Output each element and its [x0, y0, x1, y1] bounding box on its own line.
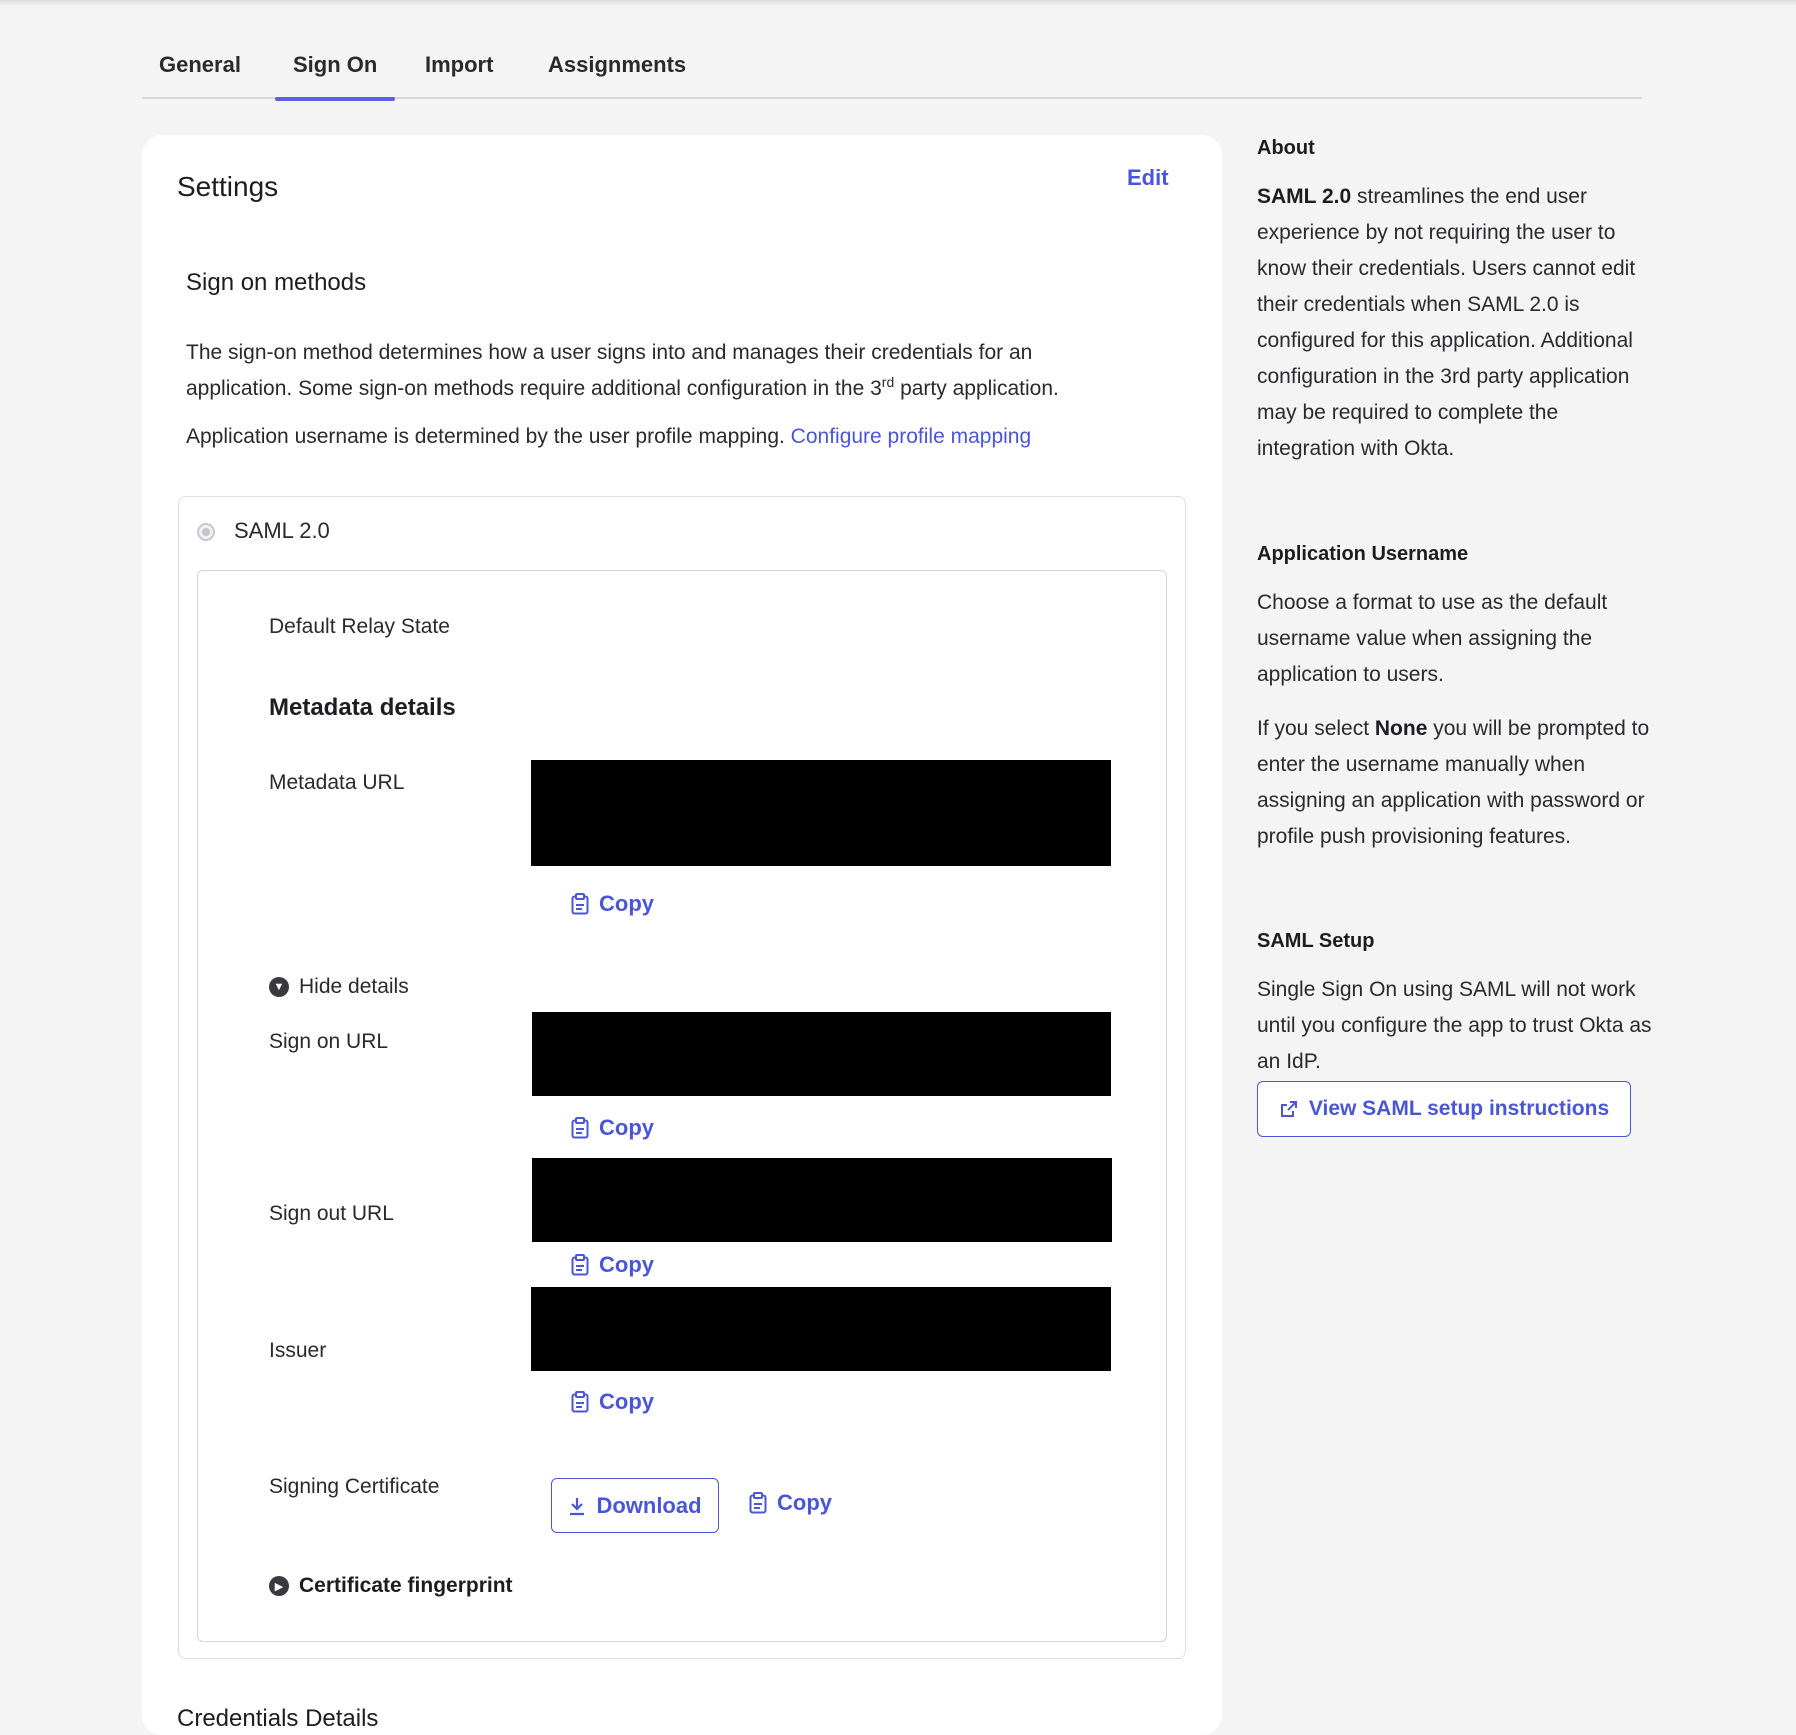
- settings-title: Settings: [177, 171, 279, 202]
- hide-details-toggle[interactable]: [269, 975, 409, 999]
- none-option-text: [1257, 711, 1652, 855]
- copy-label: Copy: [599, 1389, 654, 1414]
- signing-certificate-label: Signing Certificate: [269, 1475, 440, 1498]
- sign-on-description: [186, 335, 1166, 407]
- external-link-icon: [1279, 1099, 1299, 1119]
- sign-out-url-value-redacted: [532, 1158, 1112, 1242]
- issuer-value-redacted: [531, 1287, 1111, 1371]
- mapping-text: Application username is determined by the user profile mapping.: [186, 425, 785, 448]
- sign-on-url-value-redacted: [532, 1012, 1111, 1096]
- sign-on-url-label: Sign on URL: [269, 1030, 389, 1053]
- view-saml-setup-instructions-button[interactable]: [1257, 1081, 1631, 1137]
- metadata-url-value-redacted: [531, 760, 1111, 866]
- desc-superscript: rd: [881, 374, 895, 390]
- metadata-url-copy-button[interactable]: [571, 891, 654, 917]
- about-text: [1257, 179, 1652, 467]
- clipboard-icon: [749, 1492, 767, 1514]
- credentials-details-title: Credentials Details: [177, 1705, 379, 1732]
- clipboard-icon: [571, 1254, 589, 1276]
- certificate-fingerprint-toggle[interactable]: [269, 1574, 513, 1598]
- sign-on-url-copy-button[interactable]: [571, 1115, 654, 1141]
- copy-label: Copy: [777, 1490, 832, 1515]
- application-username-text: Choose a format to use as the default username value when assigning the application to users.: [1257, 591, 1608, 686]
- tab-general[interactable]: General: [159, 52, 241, 77]
- tab-import[interactable]: Import: [425, 52, 494, 77]
- none-post: you will be prompted to enter the username manually when assigning an application with password or profile push provisioning features.: [1257, 717, 1650, 848]
- setup-button-label: View SAML setup instructions: [1308, 1097, 1610, 1120]
- saml-setup-text: Single Sign On using SAML will not work until you configure the app to trust Okta as an IdP.: [1257, 978, 1652, 1073]
- download-icon: [568, 1496, 586, 1516]
- issuer-copy-button[interactable]: [571, 1389, 654, 1415]
- chevron-down-icon: ▼: [269, 977, 289, 997]
- copy-label: Copy: [599, 1252, 654, 1277]
- download-certificate-button[interactable]: [551, 1478, 719, 1533]
- metadata-details-title: Metadata details: [269, 694, 456, 721]
- desc-line-2: application. Some sign-on methods require additional configuration in the 3: [186, 377, 882, 400]
- tab-bar: [142, 0, 1642, 99]
- desc-line-2-end: party application.: [894, 377, 1059, 400]
- configure-profile-mapping-link[interactable]: Configure profile mapping: [790, 425, 1032, 448]
- tab-assignments[interactable]: Assignments: [548, 52, 687, 77]
- certificate-fingerprint-label: Certificate fingerprint: [299, 1574, 513, 1597]
- download-label: Download: [596, 1492, 702, 1518]
- hide-details-label: Hide details: [299, 975, 409, 998]
- none-pre: If you select: [1257, 717, 1375, 740]
- sign-out-url-label: Sign out URL: [269, 1202, 394, 1225]
- none-bold: None: [1374, 717, 1428, 740]
- copy-label: Copy: [599, 891, 654, 916]
- issuer-label: Issuer: [269, 1339, 327, 1362]
- saml-method-box: [178, 496, 1186, 1659]
- about-bold: SAML 2.0: [1257, 185, 1352, 208]
- saml-radio[interactable]: [197, 523, 215, 541]
- desc-line-1: The sign-on method determines how a user signs into and manages their credentials for an: [186, 341, 1033, 364]
- sign-on-methods-title: Sign on methods: [186, 269, 367, 296]
- about-body: streamlines the end user experience by not requiring the user to know their credentials. Users cannot edit their credentials when SAML 2.0 is configured for this application. Additional configuration in the 3rd party application may be required to complete the integration with Okta.: [1257, 185, 1636, 460]
- copy-label: Copy: [599, 1115, 654, 1140]
- relay-state-label: Default Relay State: [269, 615, 450, 638]
- saml-setup-title: SAML Setup: [1257, 930, 1375, 952]
- settings-card: [142, 135, 1222, 1735]
- application-username-title: Application Username: [1257, 543, 1469, 565]
- profile-mapping-text: [186, 425, 1031, 449]
- tab-sign-on[interactable]: Sign On: [293, 52, 377, 99]
- saml-details-panel: [197, 570, 1167, 1642]
- sign-out-url-copy-button[interactable]: [571, 1252, 654, 1278]
- clipboard-icon: [571, 1117, 589, 1139]
- clipboard-icon: [571, 1391, 589, 1413]
- chevron-right-icon: ▶: [269, 1576, 289, 1596]
- clipboard-icon: [571, 893, 589, 915]
- about-title: About: [1257, 137, 1315, 159]
- certificate-copy-button[interactable]: [749, 1490, 832, 1516]
- edit-link[interactable]: Edit: [1127, 165, 1169, 190]
- saml-label: SAML 2.0: [234, 518, 330, 543]
- metadata-url-label: Metadata URL: [269, 771, 405, 794]
